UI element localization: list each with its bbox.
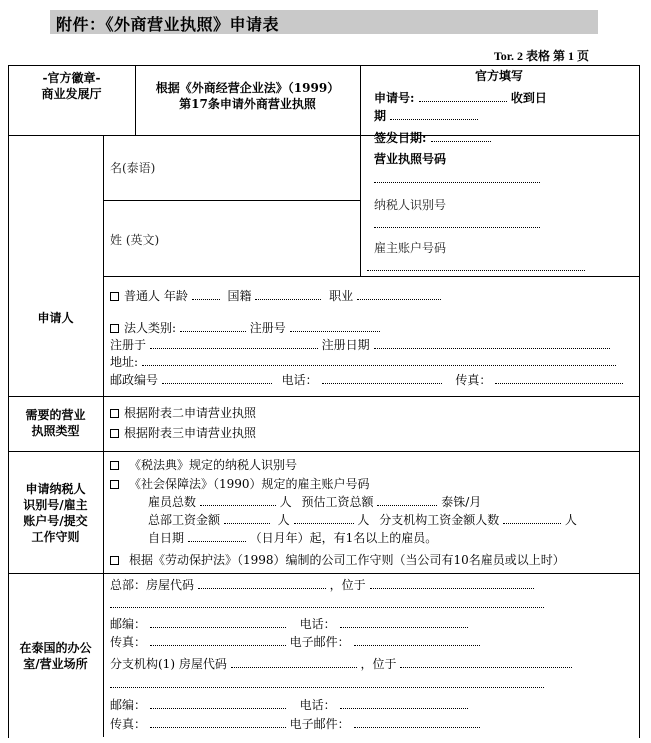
address-row	[110, 354, 616, 370]
tax-section-label-4: 工作守则	[31, 530, 80, 544]
work-rules-label: 根据《劳动保护法》（1998）编制的公司工作守则（当公司有10名雇员或以上时）	[129, 553, 565, 567]
hq-fax-row	[110, 634, 480, 650]
occupation-label: 职业	[329, 289, 354, 303]
postal-code-label: 邮政编号	[110, 373, 159, 387]
hq-postcode-row	[110, 616, 468, 632]
hq-located-at-field[interactable]	[370, 577, 534, 589]
branch-postcode-field[interactable]	[150, 697, 286, 709]
entity-type-field[interactable]	[180, 320, 246, 332]
application-number-label: 申请号:	[374, 91, 415, 105]
schedule-three-checkbox[interactable]	[110, 429, 119, 438]
postal-code-field[interactable]	[162, 372, 272, 384]
start-date-row	[148, 530, 437, 546]
baht-per-month: 泰铢/月	[441, 495, 482, 509]
entity-type-label: 法人类别:	[124, 321, 177, 335]
hq-phone-label: 电话：	[299, 617, 336, 631]
official-use-title: 官方填写	[474, 69, 523, 83]
branch-wages-label: 分支机构工资金额人数	[379, 513, 500, 527]
age-field[interactable]	[192, 288, 220, 300]
branch-phone-label: 电话：	[299, 698, 336, 712]
schedule-three-row	[110, 425, 256, 441]
received-date-field[interactable]	[390, 108, 478, 120]
schedule-two-checkbox[interactable]	[110, 409, 119, 418]
col-divider	[360, 65, 361, 276]
employer-number-row	[110, 476, 370, 492]
license-number-row	[374, 171, 540, 187]
received-date-row	[374, 108, 478, 124]
wages-row	[148, 512, 577, 528]
start-date-label: 自日期	[148, 531, 185, 545]
fax-field[interactable]	[495, 372, 623, 384]
hq-email-label: 电子邮件：	[289, 635, 350, 649]
office-section-label-2: 室/营业场所	[23, 657, 88, 671]
juristic-person-checkbox[interactable]	[110, 324, 119, 333]
hq-fax-label: 传真：	[110, 635, 147, 649]
received-date-label-cont: 期	[374, 109, 387, 123]
fax-label: 传真：	[455, 373, 492, 387]
stamp-line1: -官方徽章-	[42, 71, 101, 85]
hq-persons-field[interactable]	[294, 512, 354, 524]
taxpayer-id-field[interactable]	[374, 216, 540, 228]
branch-phone-field[interactable]	[340, 697, 468, 709]
estimated-wages-field[interactable]	[377, 494, 437, 506]
registered-at-row	[110, 337, 610, 353]
branch-persons-unit: 人	[564, 513, 577, 527]
license-number-field[interactable]	[374, 171, 540, 183]
issue-date-row	[374, 130, 491, 146]
issue-date-label: 签发日期:	[374, 131, 427, 145]
employee-count-label: 雇员总数	[148, 495, 197, 509]
hq-house-code-field[interactable]	[198, 577, 326, 589]
persons-unit: 人	[279, 495, 292, 509]
employer-number-checkbox[interactable]	[110, 480, 119, 489]
branch-fax-row	[110, 716, 480, 732]
issue-date-field[interactable]	[431, 130, 491, 142]
first-name-label: 名(泰语)	[110, 161, 156, 175]
hq-persons-unit-2: 人	[357, 513, 370, 527]
natural-person-row	[110, 288, 441, 304]
estimated-wages-label: 预估工资总额	[301, 495, 374, 509]
tax-id-label: 《税法典》规定的纳税人识别号	[129, 458, 298, 472]
hq-postcode-field[interactable]	[150, 616, 286, 628]
nationality-label: 国籍	[227, 289, 252, 303]
date-format-note: （日月年）起，有1名以上的雇员。	[249, 531, 438, 545]
tax-section-label-1: 申请纳税人	[25, 482, 86, 496]
employee-count-field[interactable]	[200, 494, 276, 506]
branch-postcode-label: 邮编：	[110, 698, 147, 712]
hq-address-cont-row	[110, 596, 544, 612]
received-date-label: 收到日	[510, 91, 547, 105]
natural-person-checkbox[interactable]	[110, 292, 119, 301]
branch-house-code-field[interactable]	[231, 656, 357, 668]
hq-address-row	[110, 577, 534, 593]
tax-id-checkbox[interactable]	[110, 461, 119, 470]
employee-count-row	[148, 494, 481, 510]
branch-address-cont-field[interactable]	[110, 676, 544, 688]
application-number-field[interactable]	[419, 90, 507, 102]
law-line2: 第17条申请外商营业执照	[179, 97, 316, 111]
tax-id-row	[110, 457, 297, 473]
hq-house-code-label: 总部：房屋代码	[110, 578, 195, 592]
contact-row	[110, 372, 623, 388]
branch-address-row	[110, 656, 572, 672]
branch-located-at-label: ，位于	[360, 657, 397, 671]
hq-wages-field[interactable]	[224, 512, 270, 524]
taxpayer-id-label: 纳税人识别号	[374, 198, 447, 212]
stamp-line2: 商业发展厅	[41, 87, 102, 101]
schedule-two-row	[110, 405, 256, 421]
schedule-three-label: 根据附表三申请营业执照	[124, 426, 257, 440]
employer-account-label: 雇主账户号码	[374, 241, 447, 255]
hq-email-field[interactable]	[354, 634, 480, 646]
branch-email-field[interactable]	[354, 716, 480, 728]
license-type-section-label-2: 执照类型	[31, 424, 80, 438]
registration-number-field[interactable]	[290, 320, 380, 332]
employer-account-field[interactable]	[367, 259, 585, 271]
natural-person-label: 普通人 年龄	[124, 289, 188, 303]
phone-label: 电话：	[281, 373, 318, 387]
employer-account-row	[367, 259, 585, 275]
branch-house-code-label: 分支机构(1) 房屋代码	[110, 657, 227, 671]
phone-field[interactable]	[322, 372, 442, 384]
registration-date-label: 注册日期	[321, 338, 370, 352]
tax-section-label-3: 账户号/提交	[23, 514, 88, 528]
hq-address-cont-field[interactable]	[110, 596, 544, 608]
branch-email-label: 电子邮件：	[289, 717, 350, 731]
tax-section-label-2: 识别号/雇主	[23, 498, 88, 512]
branch-postcode-row	[110, 697, 468, 713]
branch-address-cont-row	[110, 676, 544, 692]
occupation-field[interactable]	[357, 288, 441, 300]
work-rules-checkbox[interactable]	[110, 556, 119, 565]
work-rules-row	[110, 552, 565, 568]
registered-at-label: 注册于	[110, 338, 147, 352]
page-reference: Tor. 2 表格 第 1 页	[493, 49, 589, 63]
law-line1: 根据《外商经营企业法》（1999）	[155, 81, 340, 95]
branch-fax-field[interactable]	[150, 716, 286, 728]
hq-wages-label: 总部工资金额	[148, 513, 221, 527]
juristic-person-row	[110, 320, 380, 336]
last-name-label: 姓 (英文)	[110, 233, 160, 247]
registration-date-field[interactable]	[374, 337, 610, 349]
hq-located-at-label: ，位于	[329, 578, 366, 592]
name-divider	[103, 200, 360, 201]
schedule-two-label: 根据附表二申请营业执照	[124, 406, 257, 420]
nationality-field[interactable]	[255, 288, 321, 300]
applicant-section-label: 申请人	[37, 311, 74, 325]
start-date-field[interactable]	[188, 530, 246, 542]
employer-number-label: 《社会保障法》（1990）规定的雇主账户号码	[129, 477, 370, 491]
license-number-label: 营业执照号码	[374, 152, 447, 166]
hq-postcode-label: 邮编：	[110, 617, 147, 631]
license-type-section-label-1: 需要的营业	[25, 408, 86, 422]
address-label: 地址:	[110, 355, 139, 369]
row-divider	[103, 276, 640, 277]
registered-at-field[interactable]	[150, 337, 318, 349]
branch-located-at-field[interactable]	[400, 656, 572, 668]
branch-fax-label: 传真：	[110, 717, 147, 731]
branch-wages-field[interactable]	[503, 512, 561, 524]
hq-phone-field[interactable]	[340, 616, 468, 628]
application-number-row	[374, 90, 547, 106]
registration-number-label: 注册号	[249, 321, 286, 335]
hq-persons-unit: 人	[277, 513, 290, 527]
col-divider	[103, 135, 104, 737]
form-title: 附件：《外商营业执照》申请表	[56, 15, 280, 34]
address-field[interactable]	[142, 354, 616, 366]
hq-fax-field[interactable]	[150, 634, 286, 646]
taxpayer-id-row	[374, 216, 540, 232]
office-section-label-1: 在泰国的办公	[19, 641, 92, 655]
